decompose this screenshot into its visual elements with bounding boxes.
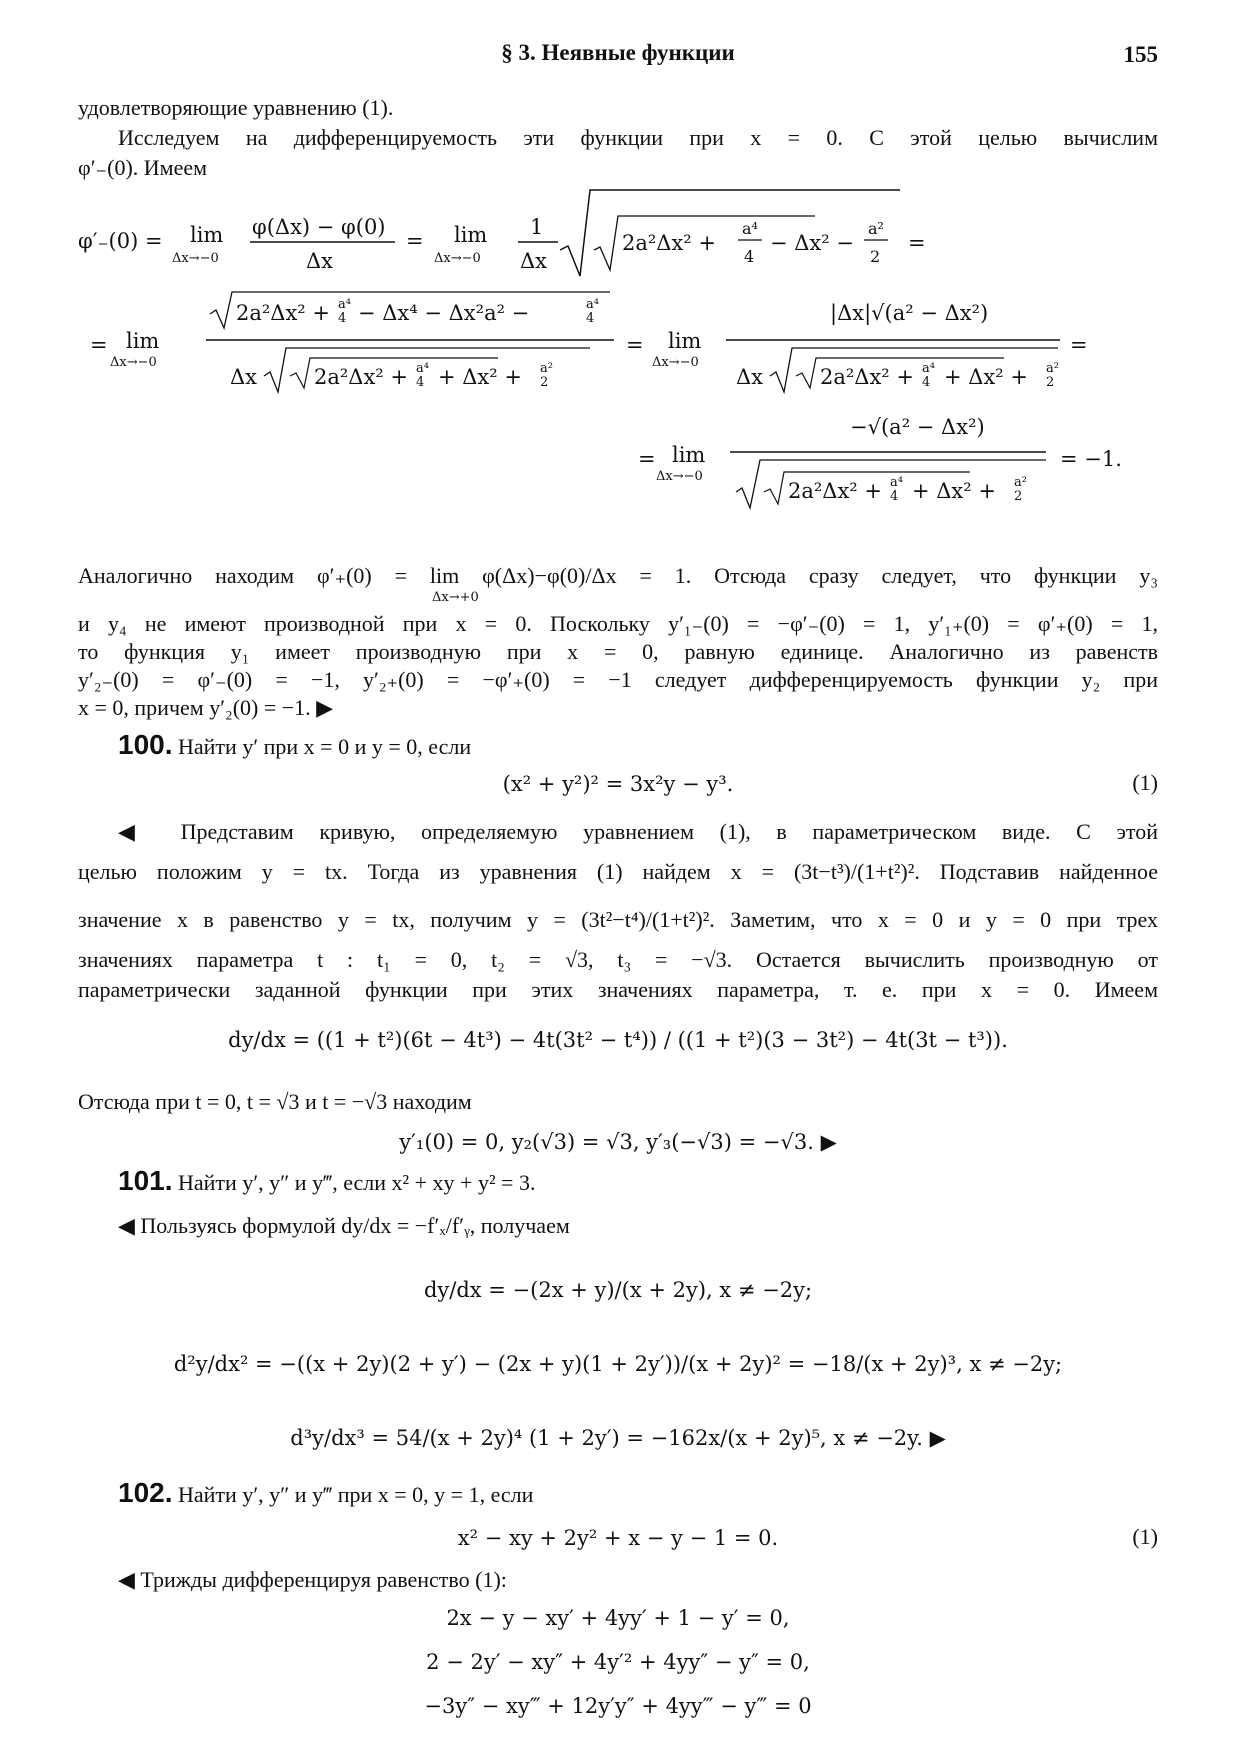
svg-text:Δx→−0: Δx→−0 xyxy=(656,469,703,484)
text-line: удовлетворяющие уравнению (1). xyxy=(78,95,394,120)
svg-text:a⁴: a⁴ xyxy=(586,297,599,312)
svg-text:Δx→−0: Δx→−0 xyxy=(652,355,699,370)
svg-text:a⁴: a⁴ xyxy=(922,361,935,376)
text-line: ◀ Трижды дифференцируя равенство (1): xyxy=(118,1567,507,1592)
svg-text:2a²Δx² +: 2a²Δx² + xyxy=(622,231,716,255)
svg-text:lim: lim xyxy=(126,329,160,353)
svg-text:Δx: Δx xyxy=(520,249,548,273)
problem-statement: Найти y′, y″ и y‴, если x² + xy + y² = 3. xyxy=(178,1170,536,1195)
svg-text:lim: lim xyxy=(668,329,702,353)
equation-number: (1) xyxy=(1132,1524,1158,1549)
svg-text:=: = xyxy=(406,229,424,253)
svg-text:4: 4 xyxy=(586,311,595,326)
svg-text:Δx: Δx xyxy=(306,249,334,273)
svg-text:4: 4 xyxy=(922,375,931,390)
svg-text:Δx: Δx xyxy=(736,365,764,389)
svg-text:−√(a² − Δx²): −√(a² − Δx²) xyxy=(850,415,985,439)
text-line: и y₄ не имеют производной при x = 0. Поскольку y′₁₋(0) = −φ′₋(0) = 1, y′₁₊(0) = φ′₊(0) = 1, xyxy=(78,611,1158,636)
svg-text:+ Δx² +: + Δx² + xyxy=(438,365,522,389)
problem-statement: Найти y′, y″ и y‴ при x = 0, y = 1, если xyxy=(178,1482,534,1507)
text-line: то функция y₁ имеет производную при x = 0, равную единице. Аналогично из равенств xyxy=(78,639,1158,664)
text-line: Исследуем на дифференцируемость эти функции при x = 0. С этой целью вычислим xyxy=(118,125,1158,150)
svg-text:Δx: Δx xyxy=(230,365,258,389)
text-line: Отсюда при t = 0, t = √3 и t = −√3 находим xyxy=(78,1089,472,1114)
formula-lim-sub: Δx→−0 xyxy=(172,251,219,266)
equation: d³y/dx³ = 54/(x + 2y)⁴ (1 + 2y′) = −162x/(x + 2y)⁵, x ≠ −2y. ▶ xyxy=(290,1426,946,1450)
svg-text:Δx→−0: Δx→−0 xyxy=(434,251,481,266)
svg-text:− Δx² −: − Δx² − xyxy=(770,231,854,255)
svg-text:=: = xyxy=(90,333,108,357)
equation: d²y/dx² = −((x + 2y)(2 + y′) − (2x + y)(1 + 2y′))/(x + 2y)² = −18/(x + 2y)³, x ≠ −2y; xyxy=(173,1352,1063,1376)
svg-text:2a²Δx² +: 2a²Δx² + xyxy=(820,365,914,389)
problem-number: 101. xyxy=(118,1165,173,1196)
svg-text:2a²Δx² +: 2a²Δx² + xyxy=(314,365,408,389)
svg-text:+ Δx² +: + Δx² + xyxy=(912,479,996,503)
page-number: 155 xyxy=(1123,42,1158,67)
svg-text:a²: a² xyxy=(540,361,553,376)
formula-result: = −1. xyxy=(1060,447,1122,471)
text-line: ◀ Представим кривую, определяемую уравнением (1), в параметрическом виде. С этой xyxy=(118,819,1158,844)
svg-text:φ(Δx) − φ(0): φ(Δx) − φ(0) xyxy=(252,215,386,239)
equation: 2x − y − xy′ + 4yy′ + 1 − y′ = 0, xyxy=(446,1606,790,1630)
svg-text:φ′₋(0) =: φ′₋(0) = xyxy=(78,229,163,253)
limit-subscript: Δx→+0 xyxy=(432,590,479,605)
formula-lim: lim xyxy=(190,223,224,247)
equation: 2 − 2y′ − xy″ + 4y′² + 4yy″ − y″ = 0, xyxy=(426,1650,810,1674)
svg-text:− Δx⁴ − Δx²a² −: − Δx⁴ − Δx²a² − xyxy=(358,301,530,325)
running-title: § 3. Неявные функции xyxy=(501,40,735,65)
problem-number: 100. xyxy=(118,729,173,760)
svg-text:a⁴: a⁴ xyxy=(416,361,429,376)
svg-text:2: 2 xyxy=(1046,375,1055,390)
text-line: y′₂₋(0) = φ′₋(0) = −1, y′₂₊(0) = −φ′₊(0) = −1 следует дифференцируемость функции y₂ при xyxy=(78,667,1158,692)
equation: x² − xy + 2y² + x − y − 1 = 0. xyxy=(457,1526,779,1550)
svg-text:=: = xyxy=(626,333,644,357)
problem-statement: Найти y′ при x = 0 и y = 0, если xyxy=(178,734,472,759)
text-line: целью положим y = tx. Тогда из уравнения (1) найдем x = (3t−t³)/(1+t²)². Подставив найденное xyxy=(78,859,1158,884)
equation-number: (1) xyxy=(1132,770,1158,795)
svg-text:2a²Δx² +: 2a²Δx² + xyxy=(236,301,330,325)
text-line: параметрически заданной функции при этих значениях параметра, т. е. при x = 0. Имеем xyxy=(78,977,1158,1002)
text-line: значениях параметра t : t₁ = 0, t₂ = √3, t₃ = −√3. Остается вычислить производную от xyxy=(78,947,1158,972)
page-header xyxy=(78,40,1158,80)
svg-text:a²: a² xyxy=(1046,361,1059,376)
equation: −3y″ − xy‴ + 12y′y″ + 4yy‴ − y‴ = 0 xyxy=(424,1694,812,1718)
svg-text:2a²Δx² +: 2a²Δx² + xyxy=(788,479,882,503)
svg-text:a²: a² xyxy=(1014,475,1027,490)
svg-text:lim: lim xyxy=(454,223,488,247)
svg-text:+ Δx² +: + Δx² + xyxy=(944,365,1028,389)
equation: dy/dx = ((1 + t²)(6t − 4t³) − 4t(3t² − t⁴)) / ((1 + t²)(3 − 3t²) − 4t(3t − t³)). xyxy=(228,1028,1008,1052)
text-line: x = 0, причем y′₂(0) = −1. ▶ xyxy=(78,695,334,720)
text-line: φ′₋(0). Имеем xyxy=(78,155,208,180)
equation: dy/dx = −(2x + y)/(x + 2y), x ≠ −2y; xyxy=(423,1278,813,1302)
svg-text:=: = xyxy=(638,447,656,471)
svg-text:=: = xyxy=(908,231,926,255)
problem-100-heading xyxy=(118,730,471,762)
problem-102-heading xyxy=(118,1478,533,1510)
svg-text:a⁴: a⁴ xyxy=(338,297,351,312)
svg-text:2: 2 xyxy=(870,247,881,266)
svg-text:4: 4 xyxy=(890,489,899,504)
svg-text:4: 4 xyxy=(744,247,755,266)
text-line: значение x в равенство y = tx, получим y = (3t²−t⁴)/(1+t²)². Заметим, что x = 0 и y = 0 при трех xyxy=(78,907,1158,932)
svg-text:4: 4 xyxy=(338,311,347,326)
svg-text:4: 4 xyxy=(416,375,425,390)
problem-number: 102. xyxy=(118,1477,173,1508)
svg-text:2: 2 xyxy=(1014,489,1023,504)
equation: y′₁(0) = 0, y₂(√3) = √3, y′₃(−√3) = −√3. ▶ xyxy=(399,1130,837,1154)
svg-text:lim: lim xyxy=(672,443,706,467)
svg-text:1: 1 xyxy=(530,215,544,239)
svg-text:2: 2 xyxy=(540,375,549,390)
svg-text:Δx→−0: Δx→−0 xyxy=(110,355,157,370)
text-line: Аналогично находим φ′₊(0) = lim φ(Δx)−φ(0)/Δx = 1. Отсюда сразу следует, что функции y₃ xyxy=(78,563,1158,588)
problem-101-heading xyxy=(118,1166,535,1198)
formula-limit-block xyxy=(70,180,1170,540)
equation: (x² + y²)² = 3x²y − y³. xyxy=(502,772,734,796)
text-line: ◀ Пользуясь формулой dy/dx = −f′ₓ/f′ᵧ, получаем xyxy=(118,1213,570,1238)
svg-text:|Δx|√(a² − Δx²): |Δx|√(a² − Δx²) xyxy=(830,301,989,325)
svg-text:=: = xyxy=(1070,333,1088,357)
svg-text:a²: a² xyxy=(868,219,884,238)
svg-text:a⁴: a⁴ xyxy=(890,475,903,490)
svg-text:a⁴: a⁴ xyxy=(742,219,758,238)
